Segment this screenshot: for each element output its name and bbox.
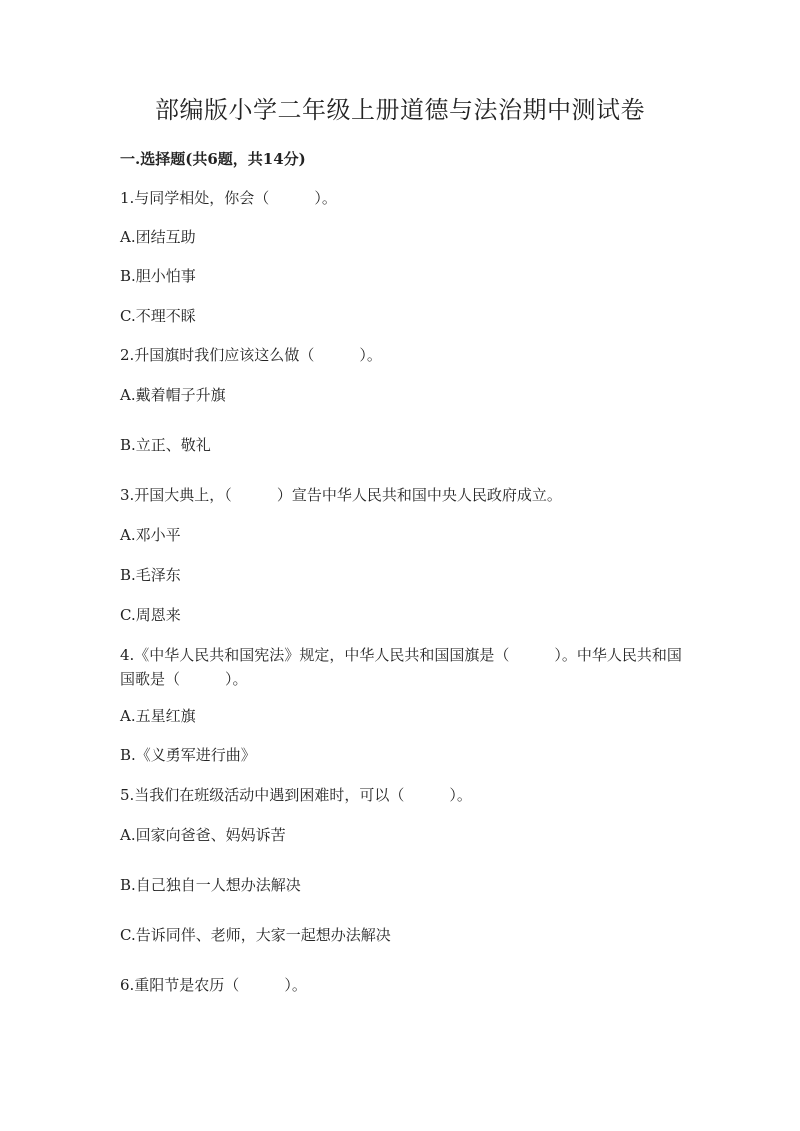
question-3-option-a: A.邓小平 [120,526,181,544]
question-1-option-a: A.团结互助 [120,228,196,246]
question-4-option-b: B.《义勇军进行曲》 [120,746,256,764]
section-heading: 一.选择题(共6题，共14分) [120,150,306,168]
question-5-option-a: A.回家向爸爸、妈妈诉苦 [120,826,286,844]
question-2-option-a: A.戴着帽子升旗 [120,386,226,404]
question-3-option-b: B.毛泽东 [120,566,181,584]
question-3-stem: 3.开国大典上，（ ）宣告中华人民共和国中央人民政府成立。 [120,486,562,504]
page-title: 部编版小学二年级上册道德与法治期中测试卷 [155,96,645,124]
question-5-stem: 5.当我们在班级活动中遇到困难时，可以（ ）。 [120,786,472,804]
question-3-option-c: C.周恩来 [120,606,181,624]
question-2-option-b: B.立正、敬礼 [120,436,211,454]
question-1-option-b: B.胆小怕事 [120,267,196,285]
question-6-stem: 6.重阳节是农历（ ）。 [120,976,307,994]
question-1-option-c: C.不理不睬 [120,307,196,325]
question-5-option-b: B.自己独自一人想办法解决 [120,876,301,894]
question-2-stem: 2.升国旗时我们应该这么做（ ）。 [120,346,382,364]
question-4-stem: 4.《中华人民共和国宪法》规定，中华人民共和国国旗是（ ）。中华人民共和国国歌是（ ）。 [120,646,682,688]
question-5-option-c: C.告诉同伴、老师，大家一起想办法解决 [120,926,391,944]
question-1-stem: 1.与同学相处，你会（ ）。 [120,189,337,207]
question-4-option-a: A.五星红旗 [120,707,196,725]
